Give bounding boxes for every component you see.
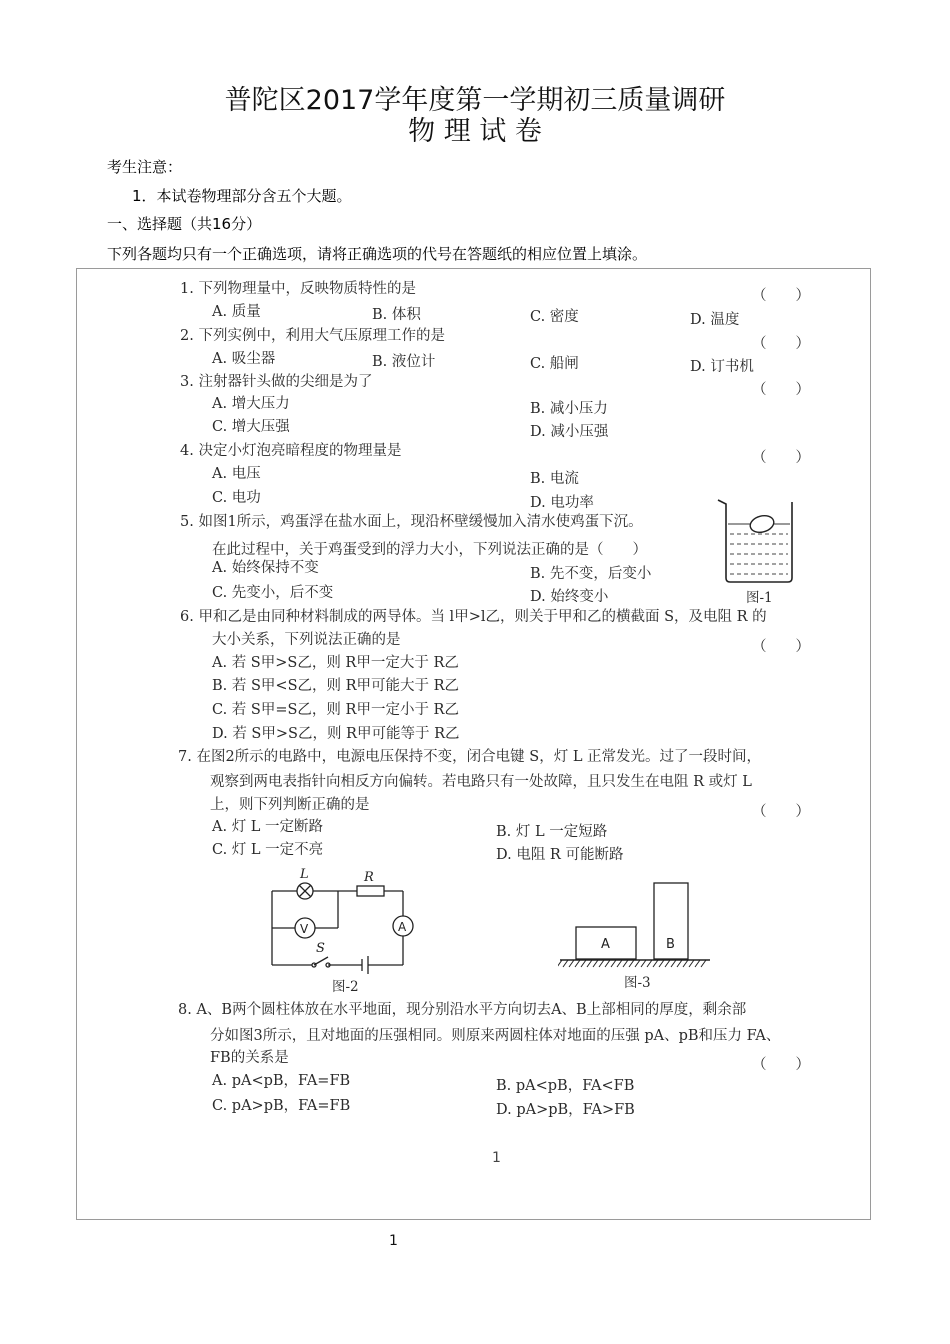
- beaker-figure: [712, 494, 804, 594]
- question-6-stem: 6. 甲和乙是由同种材料制成的两导体。当 l甲>l乙，则关于甲和乙的横截面 S，及电阻 R 的: [180, 609, 767, 625]
- ground-hatch-line: [575, 960, 580, 967]
- ground-hatch-line: [611, 960, 616, 967]
- cylinder-a-label: A: [601, 937, 610, 952]
- answer-blank: （ ）: [752, 288, 810, 304]
- ground-hatch-line: [647, 960, 652, 967]
- resistor-label: R: [364, 870, 374, 885]
- question-1-stem: 1. 下列物理量中，反映物质特性的是: [180, 281, 416, 297]
- option-a: A. 质量: [212, 304, 261, 320]
- figure-1-caption: 图-1: [746, 590, 773, 606]
- question-7-stem: 7. 在图2所示的电路中，电源电压保持不变，闭合电键 S，灯 L 正常发光。过了一段时间，: [178, 749, 762, 765]
- question-3-stem: 3. 注射器针头做的尖细是为了: [180, 374, 373, 390]
- ground-hatch-line: [665, 960, 670, 967]
- page-subtitle: 物 理 试 卷: [408, 116, 542, 147]
- scanned-page: [76, 268, 871, 1220]
- option-b: B. 体积: [372, 307, 421, 323]
- option-d: D. pA>pB，FA>FB: [496, 1102, 635, 1118]
- ground-hatch-line: [671, 960, 676, 967]
- option-d: D. 若 S甲>S乙，则 R甲可能等于 R乙: [212, 726, 460, 742]
- section-title: 一、选择题（共16分）: [107, 215, 262, 233]
- question-8-stem-cont: FB的关系是: [210, 1050, 289, 1066]
- option-a: A. 吸尘器: [212, 351, 276, 367]
- option-c: C. 灯 L 一定不亮: [212, 842, 324, 858]
- option-a: A. pA<pB，FA=FB: [212, 1073, 351, 1089]
- lamp-label: L: [300, 867, 309, 882]
- cylinder-b-label: B: [666, 937, 675, 952]
- figure-3-caption: 图-3: [624, 975, 651, 991]
- option-a: A. 灯 L 一定断路: [212, 819, 324, 835]
- question-5-stem-cont: 在此过程中，关于鸡蛋受到的浮力大小，下列说法正确的是（ ）: [212, 542, 647, 558]
- question-7-stem-cont: 观察到两电表指针向相反方向偏转。若电路只有一处故障，且只发生在电阻 R 或灯 L: [210, 774, 752, 790]
- option-a: A. 若 S甲>S乙，则 R甲一定大于 R乙: [212, 655, 459, 671]
- ground-hatch-line: [629, 960, 634, 967]
- cylinders-figure: [558, 878, 714, 970]
- switch-label: S: [316, 941, 325, 956]
- ground-hatch-line: [689, 960, 694, 967]
- option-d: D. 订书机: [690, 359, 754, 375]
- answer-blank: （ ）: [752, 336, 810, 352]
- section-instruction: 下列各题均只有一个正确选项，请将正确选项的代号在答题纸的相应位置上填涂。: [107, 245, 648, 263]
- option-c: C. 电功: [212, 490, 261, 506]
- option-d: D. 电功率: [530, 495, 594, 511]
- ground-hatch-line: [695, 960, 700, 967]
- option-c: C. pA>pB，FA=FB: [212, 1098, 351, 1114]
- ground-hatch-line: [558, 960, 562, 967]
- option-b: B. 电流: [530, 471, 579, 487]
- ground-hatch-line: [623, 960, 628, 967]
- option-b: B. 减小压力: [530, 401, 608, 417]
- option-c: C. 若 S甲=S乙，则 R甲一定小于 R乙: [212, 702, 459, 718]
- answer-blank: （ ）: [752, 804, 810, 820]
- circuit-diagram: [262, 864, 422, 974]
- ground-hatch-line: [605, 960, 610, 967]
- answer-blank: （ ）: [752, 1057, 810, 1073]
- option-c: C. 增大压强: [212, 419, 290, 435]
- option-b: B. 先不变，后变小: [530, 566, 652, 582]
- question-2-stem: 2. 下列实例中，利用大气压原理工作的是: [180, 328, 445, 344]
- option-a: A. 电压: [212, 466, 261, 482]
- option-a: A. 增大压力: [212, 396, 290, 412]
- question-4-stem: 4. 决定小灯泡亮暗程度的物理量是: [180, 443, 402, 459]
- option-c: C. 密度: [530, 309, 579, 325]
- option-c: C. 先变小，后不变: [212, 585, 334, 601]
- question-5-stem: 5. 如图1所示，鸡蛋浮在盐水面上，现沿杯壁缓慢加入清水使鸡蛋下沉。: [180, 514, 643, 530]
- voltmeter-label: V: [300, 922, 309, 936]
- ground-hatch-line: [677, 960, 682, 967]
- answer-blank: （ ）: [752, 450, 810, 466]
- ground-hatch-line: [653, 960, 658, 967]
- notice-item-1: 1．本试卷物理部分含五个大题。: [132, 187, 352, 205]
- option-d: D. 减小压强: [530, 424, 609, 440]
- option-d: D. 温度: [690, 312, 740, 328]
- ground-hatch-line: [593, 960, 598, 967]
- ground-hatch-line: [563, 960, 568, 967]
- figure-2-caption: 图-2: [332, 979, 359, 995]
- ground-hatch-line: [701, 960, 706, 967]
- ground-hatch-line: [683, 960, 688, 967]
- option-d: D. 电阻 R 可能断路: [496, 847, 624, 863]
- option-a: A. 始终保持不变: [212, 560, 319, 576]
- ground-hatch-line: [587, 960, 592, 967]
- question-6-stem-cont: 大小关系，下列说法正确的是: [212, 632, 401, 648]
- ground-hatch-line: [641, 960, 646, 967]
- ground-hatch-line: [617, 960, 622, 967]
- option-b: B. 液位计: [372, 354, 436, 370]
- ground-hatch-line: [635, 960, 640, 967]
- answer-blank: （ ）: [752, 639, 810, 655]
- ammeter-label: A: [398, 920, 407, 934]
- ground-hatch-line: [659, 960, 664, 967]
- option-b: B. pA<pB，FA<FB: [496, 1078, 635, 1094]
- ground-hatch-line: [569, 960, 574, 967]
- ground-hatch-line: [581, 960, 586, 967]
- answer-blank: （ ）: [752, 382, 810, 398]
- notice-label: 考生注意：: [107, 158, 183, 176]
- option-b: B. 若 S甲<S乙，则 R甲可能大于 R乙: [212, 678, 460, 694]
- scan-page-number: 1: [492, 1150, 501, 1166]
- question-7-stem-cont: 上，则下列判断正确的是: [210, 797, 370, 813]
- question-8-stem: 8. A、B两个圆柱体放在水平地面，现分别沿水平方向切去A、B上部相同的厚度，剩余部: [178, 1002, 747, 1018]
- option-c: C. 船闸: [530, 356, 579, 372]
- page-number: 1: [389, 1233, 398, 1249]
- option-b: B. 灯 L 一定短路: [496, 824, 608, 840]
- page-title: 普陀区2017学年度第一学期初三质量调研: [224, 85, 726, 116]
- option-d: D. 始终变小: [530, 589, 609, 605]
- ground-hatch-line: [599, 960, 604, 967]
- question-8-stem-cont: 分如图3所示，且对地面的压强相同。则原来两圆柱体对地面的压强 pA、pB和压力 FA、: [210, 1028, 781, 1044]
